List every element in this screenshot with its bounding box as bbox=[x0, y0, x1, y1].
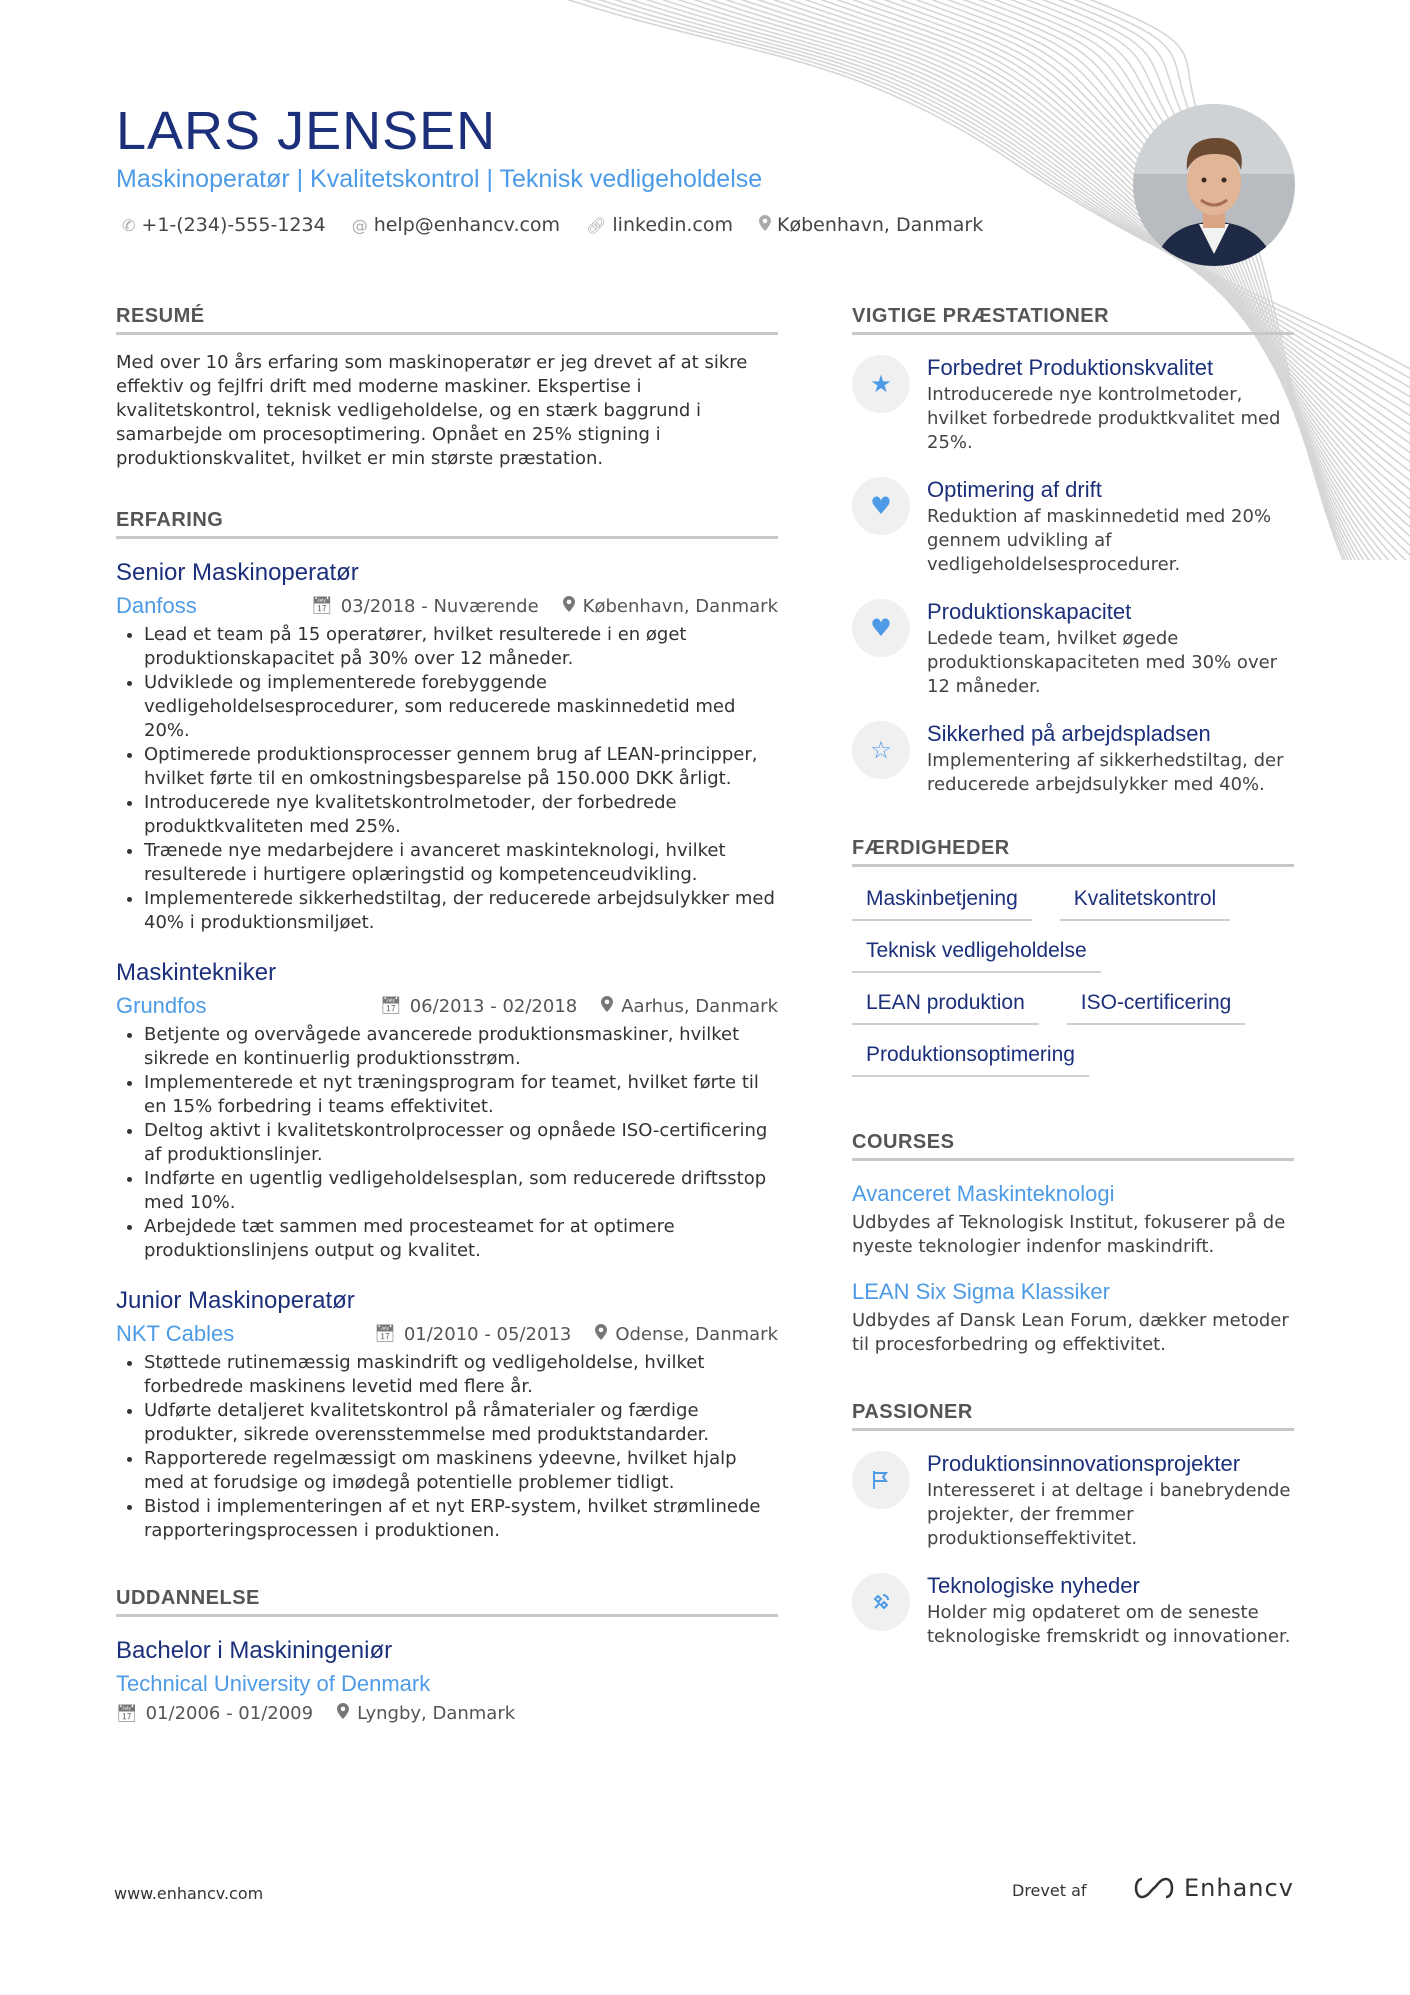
contact-linkedin-text: linkedin.com bbox=[612, 214, 734, 236]
courses-section bbox=[852, 1131, 1294, 1357]
achievement-item bbox=[852, 599, 1294, 699]
course-desc: Udbydes af Teknologisk Institut, fokuserer på de nyeste teknologier indenfor maskindrift. bbox=[852, 1212, 1286, 1257]
skill-tag: Teknisk vedligeholdelse bbox=[852, 933, 1101, 973]
footer-powered-by: Drevet af bbox=[1012, 1881, 1087, 1900]
education-dates-text: 01/2006 - 01/2009 bbox=[145, 1703, 314, 1724]
heart-icon: ♥ bbox=[852, 599, 910, 657]
job-location bbox=[601, 996, 778, 1017]
section-title-experience: ERFARING bbox=[116, 509, 778, 539]
job-bullets bbox=[116, 1351, 778, 1543]
passion-item bbox=[852, 1451, 1294, 1551]
bullet-item: • Arbejdede tæt sammen med procesteamet for at optimere produktionslinjens output og kvalitet. bbox=[144, 1215, 778, 1263]
job-entry bbox=[116, 959, 778, 1263]
course-desc: Udbydes af Dansk Lean Forum, dækker metoder til procesforbedring og effektivitet. bbox=[852, 1310, 1289, 1355]
degree-title: Bachelor i Maskiningeniør bbox=[116, 1637, 393, 1664]
education-meta bbox=[116, 1703, 778, 1724]
achievement-item bbox=[852, 477, 1294, 577]
job-entry bbox=[116, 559, 778, 935]
phone-icon: ✆ bbox=[122, 215, 136, 235]
achievement-desc: Reduktion af maskinnedetid med 20% gennem udvikling af vedligeholdelsesprocedurer. bbox=[927, 506, 1272, 575]
section-title-courses: COURSES bbox=[852, 1131, 1294, 1161]
course-item bbox=[852, 1181, 1294, 1259]
location-pin-icon bbox=[759, 215, 771, 235]
job-meta bbox=[116, 593, 778, 619]
job-bullets bbox=[116, 623, 778, 935]
course-title[interactable]: LEAN Six Sigma Klassiker bbox=[852, 1279, 1110, 1304]
job-entry bbox=[116, 1287, 778, 1543]
achievement-title: Forbedret Produktionskvalitet bbox=[927, 355, 1214, 380]
achievement-item bbox=[852, 721, 1294, 797]
candidate-name: LARS JENSEN bbox=[116, 101, 497, 161]
skills-list bbox=[852, 881, 1294, 1089]
education-dates bbox=[116, 1703, 313, 1724]
section-title-education: UDDANNELSE bbox=[116, 1587, 778, 1617]
company-name[interactable]: NKT Cables bbox=[116, 1321, 235, 1346]
section-title-resume: RESUMÉ bbox=[116, 305, 778, 335]
enhancv-logo-icon bbox=[1130, 1875, 1178, 1901]
bullet-item: • Trænede nye medarbejdere i avanceret maskinteknologi, hvilket resulterede i hurtigere oplæringstid og kompetenceudvikling. bbox=[144, 839, 778, 887]
section-title-passions: PASSIONER bbox=[852, 1401, 1294, 1431]
job-meta bbox=[116, 993, 778, 1019]
job-location bbox=[595, 1324, 778, 1345]
enhancv-logo[interactable] bbox=[1130, 1874, 1294, 1902]
job-bullets bbox=[116, 1023, 778, 1263]
job-dates bbox=[311, 596, 539, 617]
right-column bbox=[852, 305, 1294, 1649]
passions-section bbox=[852, 1401, 1294, 1649]
achievement-item bbox=[852, 355, 1294, 455]
calendar-icon: 📅︎ bbox=[116, 1703, 138, 1724]
contact-phone-text: +1-(234)-555-1234 bbox=[141, 214, 326, 236]
education-section bbox=[116, 1587, 778, 1724]
heart-icon: ♥ bbox=[852, 477, 910, 535]
job-title: Junior Maskinoperatør bbox=[116, 1287, 355, 1314]
bullet-item: • Støttede rutinemæssig maskindrift og vedligeholdelse, hvilket forbedrede maskinens levetid med flere år. bbox=[144, 1351, 778, 1399]
location-pin-icon bbox=[595, 1324, 607, 1345]
job-title: Senior Maskinoperatør bbox=[116, 559, 359, 586]
job-dates-text: 06/2013 - 02/2018 bbox=[409, 995, 578, 1017]
passion-desc: Holder mig opdateret om de seneste teknologiske fremskridt og innovationer. bbox=[927, 1602, 1291, 1647]
resume-summary: Med over 10 års erfaring som maskinoperatør er jeg drevet af at sikre effektiv og fejlfri drift med moderne maskiner. Ekspertise i kvalitetskontrol, teknisk vedligeholdelse, og en stærk baggrund i samarbejde om procesoptimering. Opnået en 25% stigning i produktionskvalitet, hvilket er min største præstation. bbox=[116, 352, 748, 469]
bullet-item: • Udviklede og implementerede forebyggende vedligeholdelsesprocedurer, som reducerede maskinnedetid med 20%. bbox=[144, 671, 778, 743]
profile-photo bbox=[1133, 104, 1295, 266]
job-dates bbox=[374, 1324, 571, 1345]
at-icon: @ bbox=[351, 215, 368, 235]
bullet-item: • Optimerede produktionsprocesser gennem brug af LEAN-principper, hvilket førte til en omkostningsbesparelse på 150.000 DKK årligt. bbox=[144, 743, 778, 791]
contact-email-text: help@enhancv.com bbox=[373, 214, 561, 236]
section-title-skills: FÆRDIGHEDER bbox=[852, 837, 1294, 867]
achievement-title: Sikkerhed på arbejdspladsen bbox=[927, 721, 1211, 746]
company-name[interactable]: Grundfos bbox=[116, 993, 207, 1018]
course-item bbox=[852, 1279, 1294, 1357]
skill-tag: Maskinbetjening bbox=[852, 881, 1032, 921]
passion-title: Produktionsinnovationsprojekter bbox=[927, 1451, 1241, 1476]
bullet-item: • Udførte detaljeret kvalitetskontrol på råmaterialer og færdige produkter, sikrede overensstemmelse med produktstandarder. bbox=[144, 1399, 778, 1447]
job-location-text: Aarhus, Danmark bbox=[621, 995, 778, 1017]
footer-url[interactable]: www.enhancv.com bbox=[114, 1884, 264, 1903]
passion-title: Teknologiske nyheder bbox=[927, 1573, 1140, 1598]
contact-phone[interactable] bbox=[122, 214, 326, 236]
job-location-text: København, Danmark bbox=[582, 595, 778, 617]
bullet-item: • Introducerede nye kvalitetskontrolmetoder, der forbedrede produktkvaliteten med 25%. bbox=[144, 791, 778, 839]
job-meta bbox=[116, 1321, 778, 1347]
calendar-icon: 📅︎ bbox=[374, 1324, 396, 1344]
job-dates-text: 03/2018 - Nuværende bbox=[340, 595, 539, 617]
achievement-desc: Ledede team, hvilket øgede produktionskapaciteten med 30% over 12 måneder. bbox=[927, 628, 1278, 697]
bullet-item: • Indførte en ugentlig vedligeholdelsesplan, som reducerede driftsstop med 10%. bbox=[144, 1167, 778, 1215]
company-name[interactable]: Danfoss bbox=[116, 593, 197, 618]
satellite-icon bbox=[852, 1573, 910, 1631]
star-filled-icon: ★ bbox=[852, 355, 910, 413]
job-location-text: Odense, Danmark bbox=[615, 1323, 778, 1345]
skill-tag: LEAN produktion bbox=[852, 985, 1039, 1025]
passion-item bbox=[852, 1573, 1294, 1649]
bullet-item: • Lead et team på 15 operatører, hvilket resulterede i en øget produktionskapacitet på 30% over 12 måneder. bbox=[144, 623, 778, 671]
achievement-title: Produktionskapacitet bbox=[927, 599, 1132, 624]
passion-desc: Interesseret i at deltage i banebrydende projekter, der fremmer produktionseffektivitet. bbox=[927, 1480, 1291, 1549]
contact-bar bbox=[122, 214, 983, 236]
course-title[interactable]: Avanceret Maskinteknologi bbox=[852, 1181, 1115, 1206]
location-pin-icon bbox=[563, 596, 575, 617]
bullet-item: • Deltog aktivt i kvalitetskontrolprocesser og opnåede ISO-certificering af produktionslinjer. bbox=[144, 1119, 778, 1167]
contact-location-text: København, Danmark bbox=[777, 214, 984, 236]
location-pin-icon bbox=[601, 996, 613, 1017]
bullet-item: • Betjente og overvågede avancerede produktionsmaskiner, hvilket sikrede en kontinuerlig produktionsstrøm. bbox=[144, 1023, 778, 1071]
tagline: Maskinoperatør | Kvalitetskontrol | Teknisk vedligeholdelse bbox=[116, 165, 763, 193]
contact-linkedin[interactable] bbox=[586, 214, 733, 236]
education-location-text: Lyngby, Danmark bbox=[357, 1703, 516, 1724]
experience-section bbox=[116, 509, 778, 1543]
skill-tag: Produktionsoptimering bbox=[852, 1037, 1089, 1077]
section-title-achievements: VIGTIGE PRÆSTATIONER bbox=[852, 305, 1294, 335]
achievement-desc: Implementering af sikkerhedstiltag, der reducerede arbejdsulykker med 40%. bbox=[927, 750, 1284, 795]
job-dates bbox=[380, 996, 577, 1017]
enhancv-brand-text: Enhancv bbox=[1184, 1874, 1294, 1902]
left-column bbox=[116, 305, 778, 1724]
resume-section bbox=[116, 305, 778, 471]
job-title: Maskintekniker bbox=[116, 959, 277, 986]
contact-location bbox=[759, 214, 983, 236]
achievement-desc: Introducerede nye kontrolmetoder, hvilket forbedrede produktkvalitet med 25%. bbox=[927, 384, 1281, 453]
skill-tag: Kvalitetskontrol bbox=[1060, 881, 1230, 921]
achievement-title: Optimering af drift bbox=[927, 477, 1102, 502]
school-name[interactable]: Technical University of Denmark bbox=[116, 1671, 431, 1696]
calendar-icon: 📅︎ bbox=[380, 996, 402, 1016]
flag-icon bbox=[852, 1451, 910, 1509]
job-dates-text: 01/2010 - 05/2013 bbox=[403, 1323, 572, 1345]
achievements-section bbox=[852, 305, 1294, 797]
contact-email[interactable] bbox=[352, 214, 560, 236]
bullet-item: • Implementerede sikkerhedstiltag, der reducerede arbejdsulykker med 40% i produktionsmiljøet. bbox=[144, 887, 778, 935]
skills-section bbox=[852, 837, 1294, 1089]
star-outline-icon: ☆ bbox=[852, 721, 910, 779]
bullet-item: • Implementerede et nyt træningsprogram for teamet, hvilket førte til en 15% forbedring i teams effektivitet. bbox=[144, 1071, 778, 1119]
bullet-item: • Bistod i implementeringen af et nyt ERP-system, hvilket strømlinede rapporteringsprocessen i produktionen. bbox=[144, 1495, 778, 1543]
bullet-item: • Rapporterede regelmæssigt om maskinens ydeevne, hvilket hjalp med at forudsige og imødegå potentielle problemer tidligt. bbox=[144, 1447, 778, 1495]
job-location bbox=[563, 596, 778, 617]
location-pin-icon bbox=[337, 1703, 349, 1724]
skill-tag: ISO-certificering bbox=[1067, 985, 1246, 1025]
calendar-icon: 📅︎ bbox=[311, 596, 333, 616]
education-location bbox=[337, 1703, 515, 1724]
link-icon: 🔗︎ bbox=[586, 215, 607, 235]
